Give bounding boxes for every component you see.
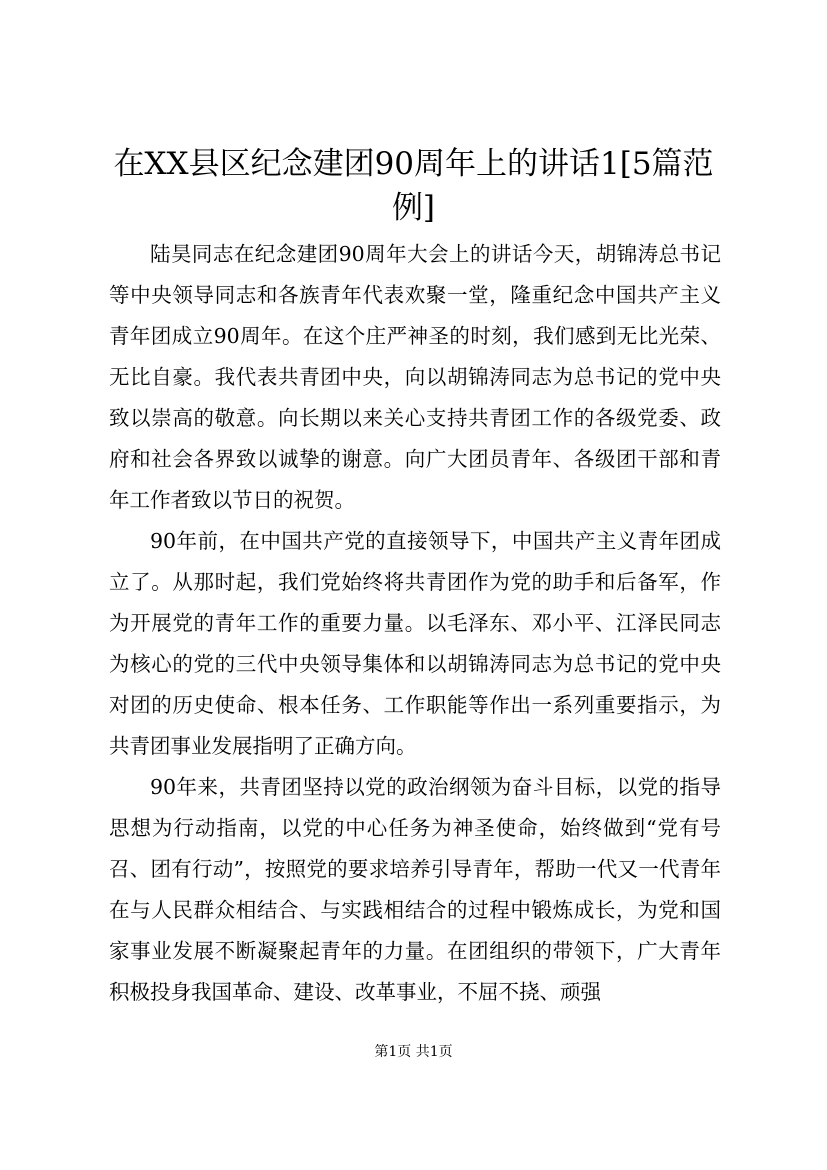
document-title: 在XX县区纪念建团90周年上的讲话1[5篇范例] <box>113 146 714 226</box>
page-number-footer: 第1页 共1页 <box>374 1044 453 1060</box>
paragraph-2: 90年前，在中国共产党的直接领导下，中国共产主义青年团成立了。从那时起，我们党始终将共青团作为党的助手和后备军，作为开展党的青年工作的重要力量。以毛泽东、邓小平、江泽民同志为核心的党的三代中央领导集体和以胡锦涛同志为总书记的党中央对团的历史使命、根本任务、工作职能等作出一系列重要指示，为共青团事业发展指明了正确方向。 <box>109 529 721 758</box>
paragraph-3: 90年来，共青团坚持以党的政治纲领为奋斗目标，以党的指导思想为行动指南，以党的中心任务为神圣使命，始终做到“党有号召、团有行动”，按照党的要求培养引导青年，帮助一代又一代青年在与人民群众相结合、与实践相结合的过程中锻炼成长，为党和国家事业发展不断凝聚起青年的力量。在团组织的带领下，广大青年积极投身我国革命、建设、改革事业，不屈不挠、顽强 <box>109 775 721 1004</box>
document-body <box>109 234 721 1013</box>
paragraph-1: 陆昊同志在纪念建团90周年大会上的讲话今天，胡锦涛总书记等中央领导同志和各族青年代表欢聚一堂，隆重纪念中国共产主义青年团成立90周年。在这个庄严神圣的时刻，我们感到无比光荣、无比自豪。我代表共青团中央，向以胡锦涛同志为总书记的党中央致以崇高的敬意。向长期以来关心支持共青团工作的各级党委、政府和社会各界致以诚挚的谢意。向广大团员青年、各级团干部和青年工作者致以节日的祝贺。 <box>109 242 721 512</box>
